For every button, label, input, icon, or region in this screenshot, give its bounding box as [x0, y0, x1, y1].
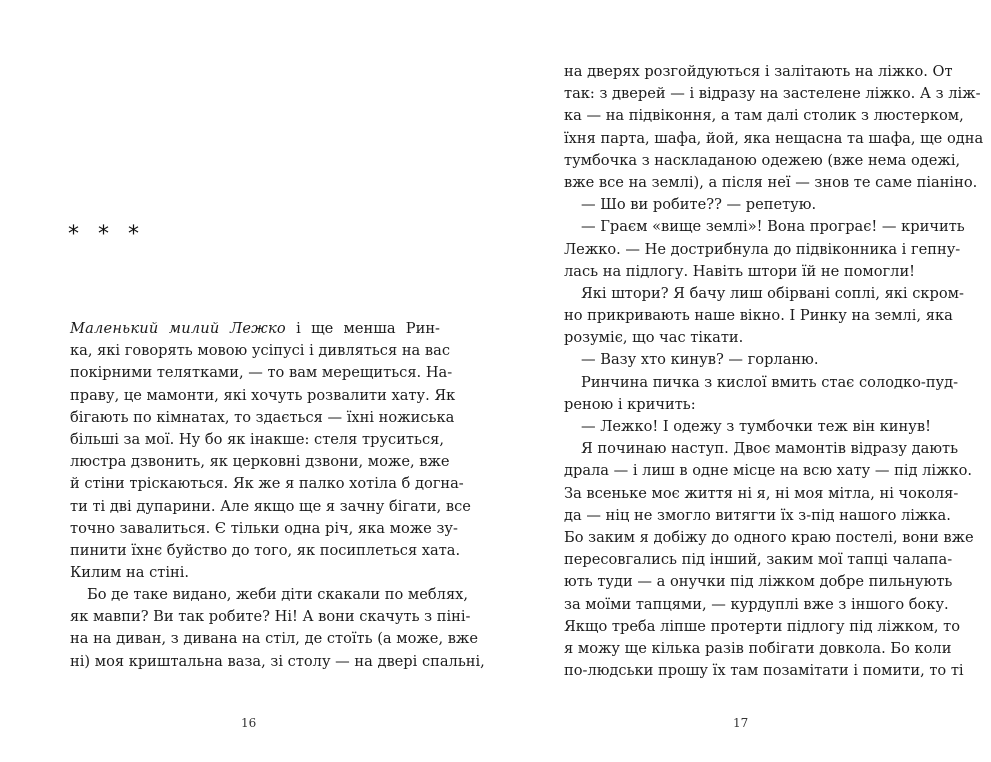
text-line: на дверях розгойдуються і залітають на ліжко. От	[564, 63, 953, 80]
italic-phrase: Маленький милий Лежко	[70, 320, 286, 337]
text-line: ти ті дві дупарини. Але якщо ще я зачну бігати, все	[70, 497, 471, 515]
text-line	[70, 318, 440, 340]
page-number: 16	[241, 716, 257, 730]
text-line: Бо де таке видано, жеби діти скакали по меблях,	[87, 586, 469, 603]
text-line: Килим на стіні.	[70, 564, 190, 582]
text-line: — Вазу хто кинув? — горланю.	[581, 351, 819, 369]
text-line: пинити їхнє буйство до того, як посиплеться хата.	[70, 541, 461, 559]
text-line: розуміє, що час тікати.	[564, 329, 744, 347]
text-line: — Граєм «вище землі»! Вона програє! — кричить	[581, 218, 965, 236]
text-line: — Шо ви робите?? — репетую.	[581, 196, 817, 214]
text-line: ка — на підвіконня, а там далі столик з люстерком,	[564, 107, 964, 125]
page-number: 17	[733, 716, 749, 730]
text-fragment: і ще менша Рин-	[285, 320, 440, 337]
text-line: ні) моя криштальна ваза, зі столу — на двері спальні,	[70, 652, 485, 670]
text-line: за моїми тапцями, — курдуплі вже з іншого боку.	[564, 595, 949, 613]
section-break-asterism: * * *	[68, 222, 145, 247]
text-line: Лежко. — Не дострибнула до підвіконника і гепну-	[564, 240, 961, 258]
text-line: За всеньке моє життя ні я, ні моя мітла, ні чоколя-	[564, 484, 959, 502]
text-line: люстра дзвонить, як церковні дзвони, може, вже	[70, 453, 450, 471]
text-line: я можу ще кілька разів побігати довкола. Бо коли	[564, 639, 952, 657]
text-line: Я починаю наступ. Двоє мамонтів відразу дають	[581, 440, 959, 458]
text-line: праву, це мамонти, які хочуть розвалити хату. Як	[70, 386, 456, 404]
text-line: реною і кричить:	[564, 395, 696, 413]
text-line: Які штори? Я бачу лиш обірвані соплі, які скром-	[581, 284, 964, 302]
text-line: покірними телятками, — то вам мерещиться. На-	[70, 364, 453, 382]
right-page	[496, 0, 991, 762]
text-line: лась на підлогу. Навіть штори їй не помогли!	[564, 262, 916, 280]
text-line: вже все на землі), а після неї — знов те саме піаніно.	[564, 173, 978, 191]
text-line: бігають по кімнатах, то здається — їхні ножиська	[70, 408, 455, 426]
text-line: на на диван, з дивана на стіл, де стоїть (а може, вже	[70, 630, 478, 648]
text-line: більші за мої. Ну бо як інакше: стеля труситься,	[70, 430, 444, 448]
text-line: но прикривають наше вікно. І Ринку на землі, яка	[564, 307, 953, 325]
text-line: да — ніц не змогло витягти їх з-під нашого ліжка.	[564, 506, 951, 524]
text-line: тумбочка з наскладаною одежею (вже нема одежі,	[564, 151, 961, 169]
text-line: й стіни тріскаються. Як же я палко хотіла б догна-	[70, 475, 464, 493]
text-line: так: з дверей — і відразу на застелене ліжко. А з ліж-	[564, 85, 981, 103]
text-line: по-людськи прошу їх там позамітати і помити, то ті	[564, 662, 964, 680]
text-line: як мавпи? Ви так робите? Ні! А вони скачуть з піні-	[70, 608, 471, 626]
text-line: пересовгались під інший, заким мої тапці чалапа-	[564, 551, 953, 569]
text-line: Бо заким я добіжу до одного краю постелі, вони вже	[564, 528, 974, 546]
left-paragraph-1	[70, 318, 471, 584]
text-line: Якщо треба ліпше протерти підлогу під ліжком, то	[564, 617, 961, 635]
text-line: точно завалиться. Є тільки одна річ, яка може зу-	[70, 519, 458, 537]
text-line: Ринчина пичка з кислої вмить стає солодко-пуд-	[581, 373, 959, 391]
text-line: ка, які говорять мовою усіпусі і дивляться на вас	[70, 342, 450, 360]
left-page	[0, 0, 495, 762]
text-line: драла — і лиш в одне місце на всю хату — під ліжко.	[564, 462, 973, 480]
left-paragraph-2	[70, 584, 485, 673]
text-line: — Лежко! І одежу з тумбочки теж він кинув!	[581, 418, 931, 435]
text-line: їхня парта, шафа, йой, яка нещасна та шафа, ще одна	[564, 129, 984, 147]
right-text-block	[564, 61, 984, 682]
text-line: ють туди — а онучки під ліжком добре пильнують	[564, 573, 953, 591]
